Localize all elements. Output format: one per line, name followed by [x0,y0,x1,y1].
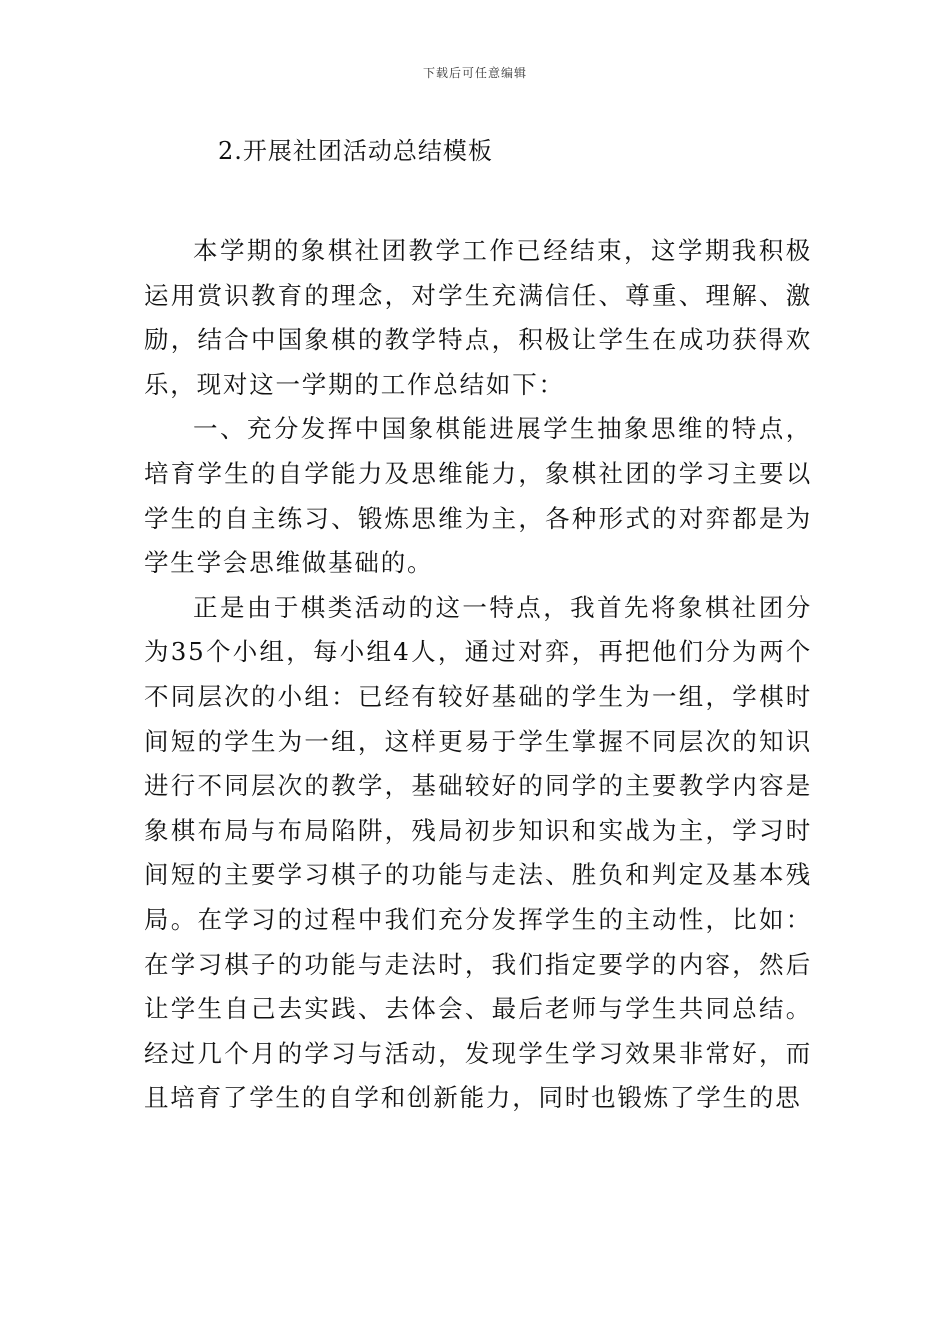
document-title: 2.开展社团活动总结模板 [218,137,493,165]
page-header-note: 下载后可任意编辑 [422,66,527,80]
paragraph-group-teaching: 正是由于棋类活动的这一特点，我首先将象棋社团分为35个小组，每小组4人，通过对弈，再把他们分为两个不同层次的小组：已经有较好基础的学生为一组，学棋时间短的学生为一组，这样更易于学生掌握不同层次的知识进行不同层次的教学，基础较好的同学的主要教学内容是象棋布局与布局陷阱，残局初步知识和实战为主，学习时间短的主要学习棋子的功能与走法、胜负和判定及基本残局。在学习的过程中我们充分发挥学生的主动性，比如：在学习棋子的功能与走法时，我们指定要学的内容，然后让学生自己去实践、去体会、最后老师与学生共同总结。经过几个月的学习与活动，发现学生学习效果非常好，而且培育了学生的自学和创新能力，同时也锻炼了学生的思 [144,592,812,1113]
paragraph-intro: 本学期的象棋社团教学工作已经结束，这学期我积极运用赏识教育的理念，对学生充满信任、尊重、理解、激励，结合中国象棋的教学特点，积极让学生在成功获得欢乐，现对这一学期的工作总结如下： [144,236,812,399]
document-body [144,229,812,1121]
paragraph-point-one: 一、充分发挥中国象棋能进展学生抽象思维的特点，培育学生的自学能力及思维能力，象棋社团的学习主要以学生的自主练习、锻炼思维为主，各种形式的对弈都是为学生学会思维做基础的。 [144,414,812,578]
